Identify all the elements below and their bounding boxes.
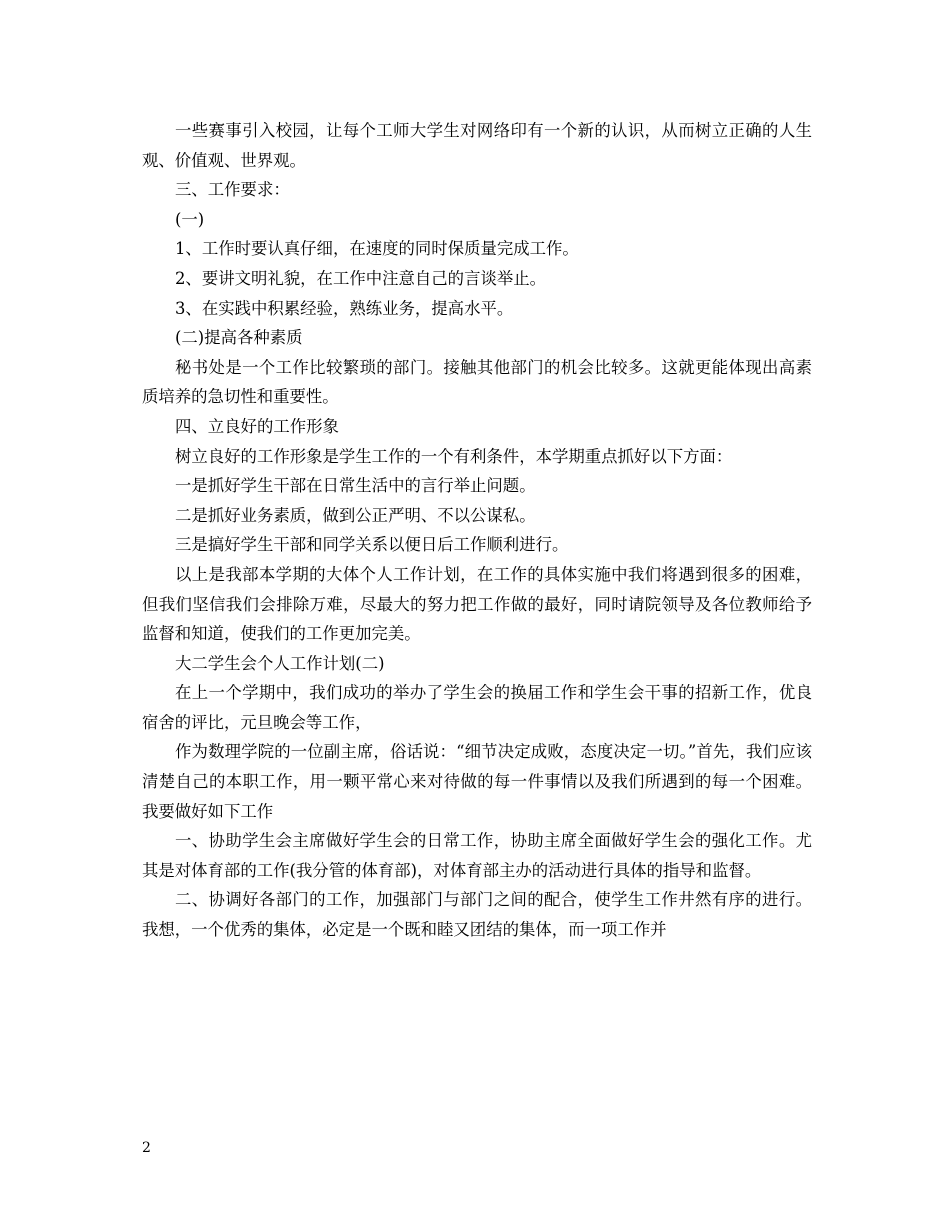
list-item: 二是抓好业务素质，做到公正严明、不以公谋私。 [175, 505, 536, 525]
paragraph: 二、协调好各部门的工作，加强部门与部门之间的配合，使学生工作井然有序的进行。我想，一个优秀的集体，必定是一个既和睦又团结的集体，而一项工作并 [142, 890, 812, 940]
list-item: 1、工作时要认真仔细，在速度的同时保质量完成工作。 [175, 239, 579, 259]
document-body [142, 116, 812, 945]
paragraph: 一、协助学生会主席做好学生会的日常工作，协助主席全面做好学生会的强化工作。尤其是对体育部的工作(我分管的体育部)，对体育部主办的活动进行具体的指导和监督。 [142, 831, 812, 880]
subsection-heading: (二)提高各种素质 [175, 328, 303, 348]
paragraph: 一些赛事引入校园，让每个工师大学生对网络印有一个新的认识，从而树立正确的人生观、价值观、世界观。 [142, 121, 812, 170]
list-item: 三是搞好学生干部和同学关系以便日后工作顺利进行。 [175, 535, 569, 555]
subsection-heading: (一) [175, 209, 205, 229]
paragraph: 作为数理学院的一位副主席，俗话说：“细节决定成败，态度决定一切。”首先，我们应该清楚自己的本职工作，用一颗平常心来对待做的每一件事情以及我们所遇到的每一个困难。我要做好如下工作 [142, 742, 812, 821]
list-item: 2、要讲文明礼貌，在工作中注意自己的言谈举止。 [175, 268, 547, 288]
list-item: 3、在实践中积累经验，熟练业务，提高水平。 [175, 298, 514, 318]
paragraph: 秘书处是一个工作比较繁琐的部门。接触其他部门的机会比较多。这就更能体现出高素质培养的急切性和重要性。 [142, 357, 812, 407]
paragraph: 树立良好的工作形象是学生工作的一个有利条件，本学期重点抓好以下方面： [175, 446, 733, 466]
section-heading: 四、立良好的工作形象 [175, 416, 339, 436]
document-subtitle: 大二学生会个人工作计划(二) [175, 653, 385, 673]
paragraph: 以上是我部本学期的大体个人工作计划，在工作的具体实施中我们将遇到很多的困难，但我们坚信我们会排除万难，尽最大的努力把工作做的最好，同时请院领导及各位教师给予监督和知道，使我们的工作更加完美。 [142, 564, 812, 644]
page-number: 2 [142, 1140, 151, 1156]
paragraph: 在上一个学期中，我们成功的举办了学生会的换届工作和学生会干事的招新工作，优良宿舍的评比，元旦晚会等工作， [142, 683, 812, 732]
section-heading: 三、工作要求： [175, 180, 290, 200]
list-item: 一是抓好学生干部在日常生活中的言行举止问题。 [175, 476, 536, 496]
